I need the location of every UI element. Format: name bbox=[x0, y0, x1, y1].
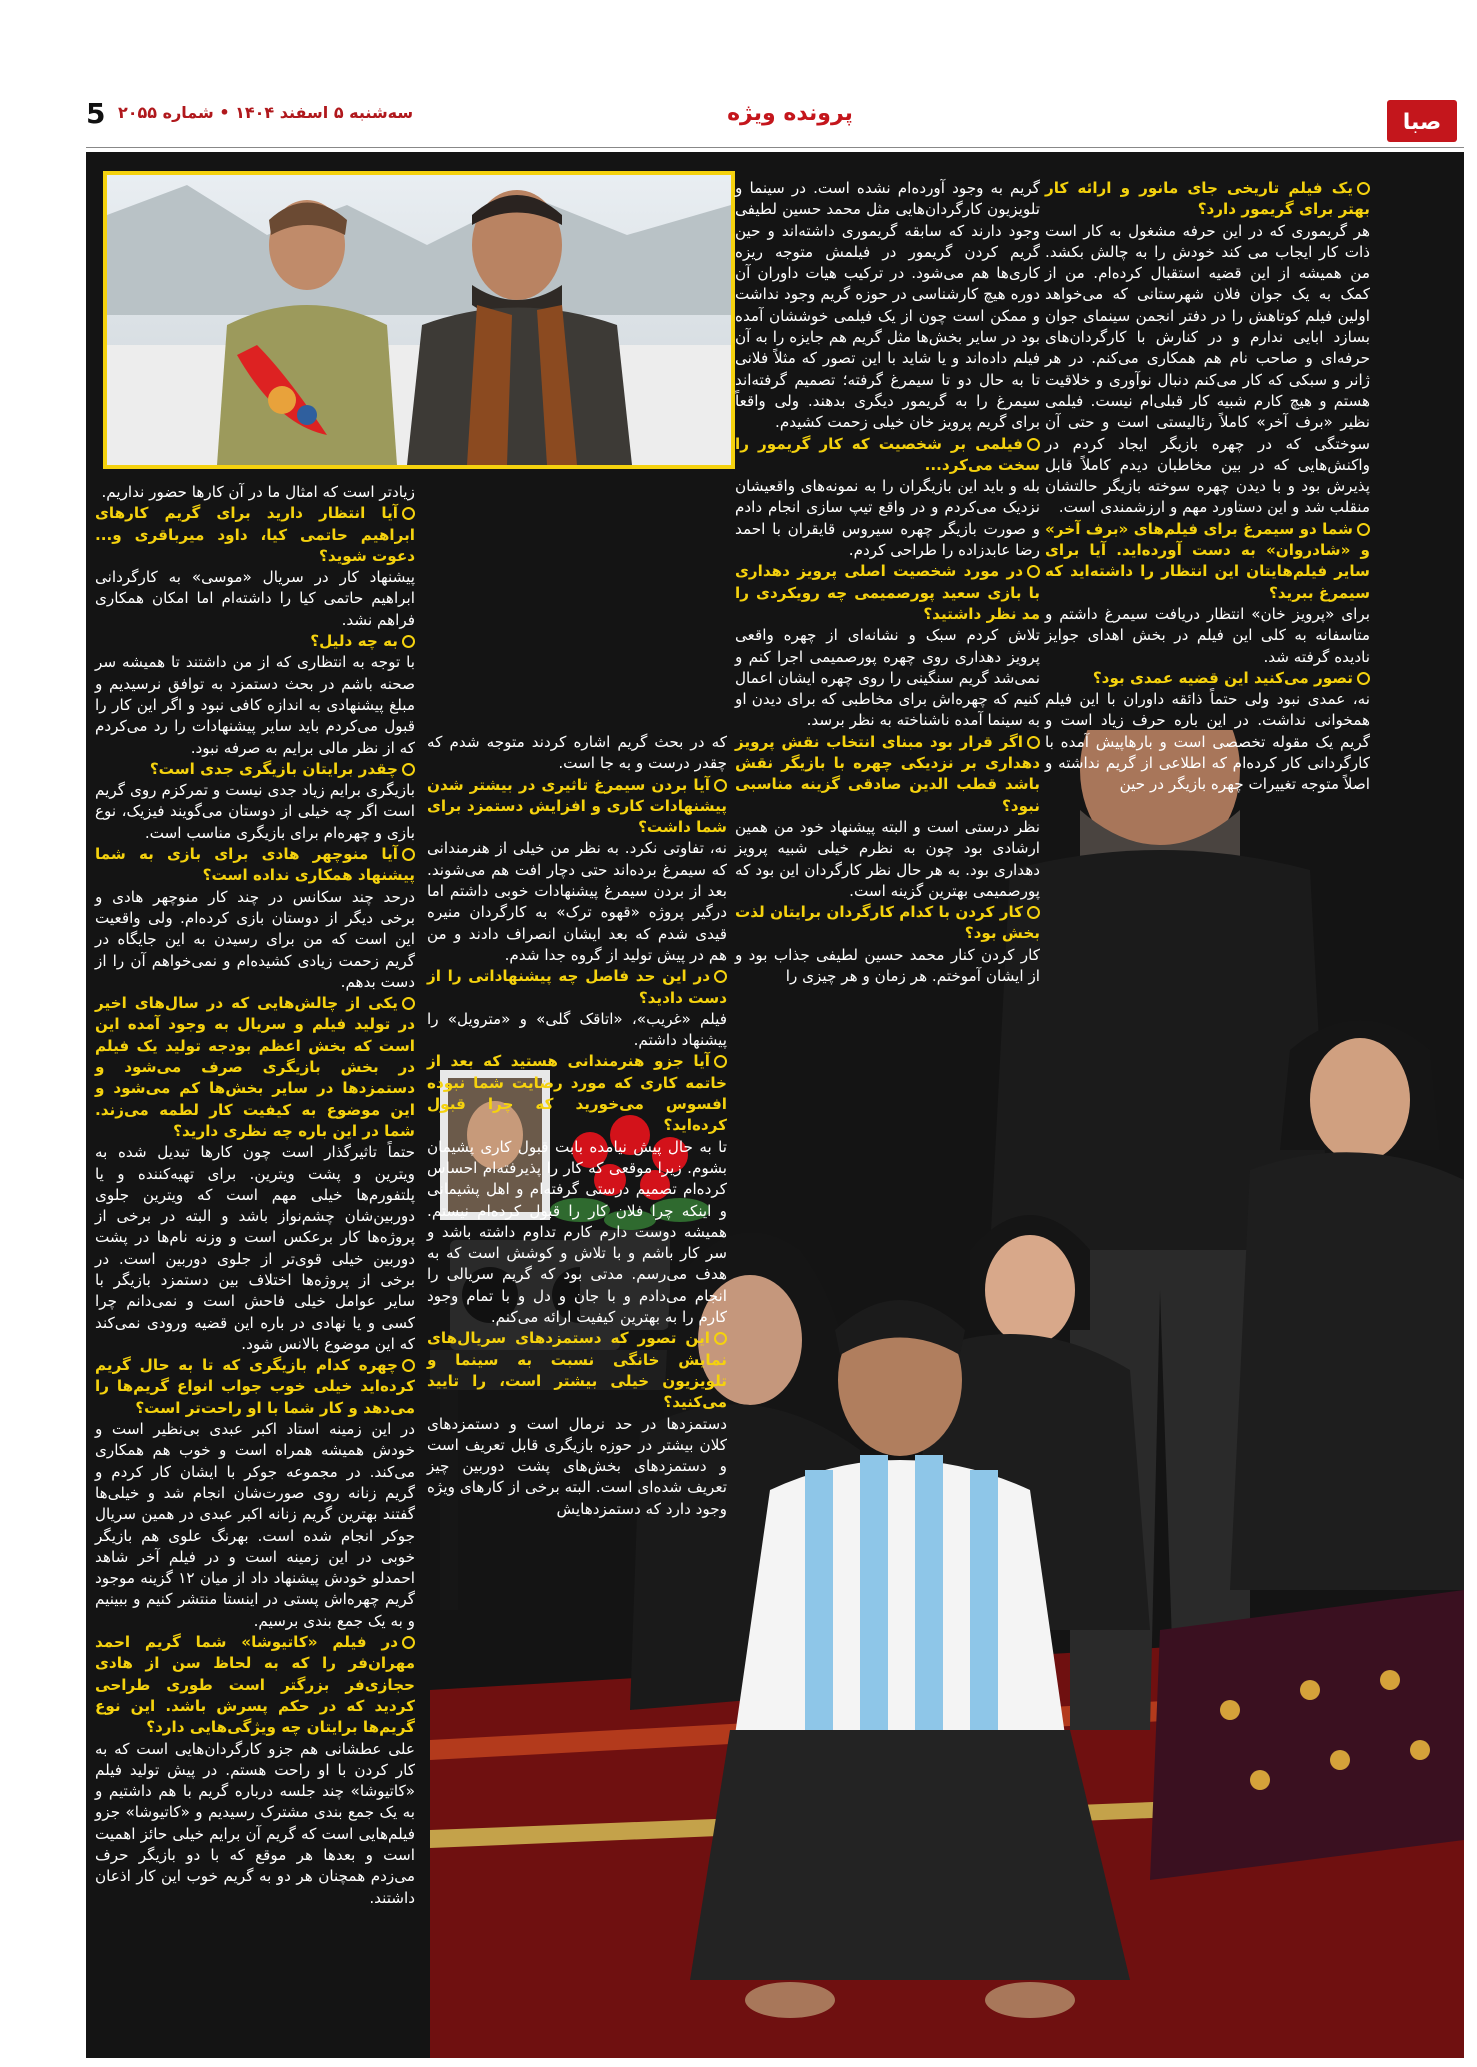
interview-question bbox=[95, 631, 415, 652]
question-text: آیا جزو هنرمندانی هستید که بعد از خاتمه کاری که مورد رضایت شما نبوده افسوس می‌خورید که چرا قبول کرده‌اید؟ bbox=[427, 1052, 727, 1135]
question-text: یک فیلم تاریخی جای مانور و ارائه کار بهتر برای گریمور دارد؟ bbox=[1045, 179, 1370, 219]
interview-question bbox=[1045, 519, 1370, 604]
article-column-2 bbox=[735, 178, 1040, 987]
question-text: آیا بردن سیمرغ تاثیری در بیشتر شدن پیشنهادات کاری و افزایش دستمزد برای شما داشت؟ bbox=[427, 775, 727, 837]
interview-question bbox=[95, 844, 415, 887]
interview-answer: کار کردن کنار محمد حسین لطیفی جذاب بود و از ایشان آموختم. هر زمان و هر چیزی را bbox=[735, 945, 1040, 985]
page-header bbox=[0, 0, 1477, 150]
interview-question bbox=[735, 561, 1040, 625]
interview-question bbox=[427, 775, 727, 839]
film-still-illustration bbox=[107, 175, 731, 465]
article-column-3 bbox=[427, 732, 727, 1520]
interview-answer: با توجه به انتظاری که از من داشتند تا همیشه سر صحنه باشم در بحث دستمزد به توافق نرسیدیم و مبلغ پیشنهادی به اندازه کافی نبود و اگر این کار را قبول می‌کردم باید سایر پیشنهادات را رد می‌کردم که از نظر مالی برایم به صرفه نبود. bbox=[95, 653, 415, 757]
question-text: این تصور که دستمزدهای سریال‌های نمایش خانگی نسبت به سینما و تلویزیون خیلی بیشتر است، را تایید می‌کنید؟ bbox=[427, 1329, 727, 1412]
question-bullet-icon bbox=[1027, 438, 1040, 451]
interview-answer: هر گریموری که در این حرفه مشغول به کار است ذات کار ایجاب می کند خودش را به چالش بکشد. من همیشه از این قضیه استقبال کرده‌ام. من از کمک به یک جوان فلان شهرستانی که می‌خواهد اولین فیلم کوتاهش را در دفتر انجمن سینمای جوان بسازد ابایی ندارم و در کنارش با کارگردان‌های حرفه‌ای و صاحب نام هم همکاری می‌کنم. در هر ژانر و سبکی که کار می‌کنم دنبال نوآوری و خلاقیت هستم و هیچ کارم شبیه کار قبلی‌ام نیست. فیلمی نظیر «برف آخر» کاملاً رئالیستی است و حتی آن سوختگی که در چهره بازیگر ایجاد کردم در واکنش‌هایی که در بین مخاطبان دیدم کاملاً قابل پذیرش بود و با دیدن چهره سوخته بازیگر حالتشان منقلب شد و این دستاورد مهم و ارزشمندی است. bbox=[1045, 221, 1370, 517]
interview-question bbox=[95, 993, 415, 1142]
issue-date-number: سه‌شنبه ۵ اسفند ۱۴۰۴ • شماره ۲۰۵۵ bbox=[118, 103, 414, 122]
question-bullet-icon bbox=[1027, 736, 1040, 749]
article-column-1 bbox=[1045, 178, 1370, 796]
question-bullet-icon bbox=[402, 763, 415, 776]
interview-answer: زیادتر است که امثال ما در آن کارها حضور نداریم. bbox=[101, 483, 415, 501]
interview-question bbox=[427, 966, 727, 1009]
interview-answer: در این زمینه استاد اکبر عبدی بی‌نظیر است و خودش همیشه همراه است و خوب هم همکاری می‌کند. در مجموعه جوکر با ایشان کار کردم و گریم زنانه روی صورت‌شان انجام شد و خیلی‌ها گفتند بهترین گریم زنانه اکبر عبدی در همین سریال جوکر انجام شده است. بهرنگ علوی هم بازیگر خوبی در این زمینه است و در فیلم آخر شاهد احمدلو خودش پیشنهاد داد از میان ۱۲ گزینه موجود گریم چهره‌اش پستی در اینستا منتشر کنیم و ببینیم و به یک جمع بندی برسیم. bbox=[95, 1420, 415, 1630]
interview-question bbox=[95, 1632, 415, 1738]
interview-question bbox=[735, 434, 1040, 477]
question-text: چقدر برایتان بازیگری جدی است؟ bbox=[149, 759, 398, 778]
question-text: در این حد فاصل چه پیشنهاداتی را از دست دادید؟ bbox=[427, 967, 727, 1007]
interview-question bbox=[735, 902, 1040, 945]
question-bullet-icon bbox=[402, 848, 415, 861]
question-text: شما دو سیمرغ برای فیلم‌های «برف آخر» و «شادروان» به دست آورده‌اید. آیا برای سایر فیلم‌هایتان این انتظار را داشته‌اید که سیمرغ ببرید؟ bbox=[1045, 519, 1370, 602]
svg-text:صبا: صبا bbox=[1402, 110, 1442, 135]
question-text: چهره کدام بازیگری که تا به حال گریم کرده‌اید خیلی خوب جواب انواع گریم‌ها را می‌دهد و کار شما با او راحت‌تر است؟ bbox=[95, 1356, 415, 1417]
interview-question bbox=[735, 732, 1040, 817]
question-bullet-icon bbox=[714, 1332, 727, 1345]
question-text: یکی از چالش‌هایی که در سال‌های اخیر در تولید فیلم و سریال به وجود آمده این است که بخش اعظم بودجه تولید یک فیلم در بخش بازیگری صرف می‌شود و دستمزدها در سایر بخش‌ها کم می‌شود و این موضوع به کیفیت کار لطمه می‌زند. شما در این باره چه نظری دارید؟ bbox=[95, 994, 415, 1140]
question-text: اگر قرار بود مبنای انتخاب نقش پرویز دهداری بر نزدیکی چهره با بازیگر نقش باشد قطب الدین صادقی گزینه مناسبی نبود؟ bbox=[735, 732, 1040, 815]
interview-question bbox=[427, 1328, 727, 1413]
interview-answer: نه، عمدی نبود ولی حتماً ذائقه داوران با این فیلم همخوانی نداشت. در این باره حرف زیاد است و گریم یک مقوله تخصصی است و بارهاپیش آمده با کارگردانی کار کرده‌ام که اطلاعی از گریم نداشته و اصلاً متوجه تغییرات چهره بازیگر در حین bbox=[1045, 690, 1370, 794]
interview-answer: درحد چند سکانس در چند کار منوچهر هادی و برخی دیگر از دوستان بازی کرده‌ام. ولی واقعیت این است که من برای رسیدن به این جایگاه در گریم زحمت زیادی کشیده‌ام و نمی‌خواهم آن را از دست بدهم. bbox=[95, 887, 415, 991]
question-bullet-icon bbox=[402, 997, 415, 1010]
interview-answer: فیلم «غریب»، «اتاقک گلی» و «مترویل» را پیشنهاد داشتم. bbox=[427, 1009, 727, 1050]
question-text: فیلمی بر شخصیت که کار گریمور را سخت می‌کرد... bbox=[735, 434, 1040, 474]
interview-question bbox=[95, 503, 415, 567]
film-still-photo bbox=[103, 171, 735, 469]
question-text: کار کردن با کدام کارگردان برایتان لذت بخش بود؟ bbox=[735, 903, 1040, 943]
interview-question bbox=[95, 759, 415, 780]
interview-answer: برای «پرویز خان» انتظار دریافت سیمرغ داشتم و متاسفانه به کلی این فیلم در بخش اهدای جوایز نادیده گرفته شد. bbox=[1045, 604, 1370, 666]
interview-answer: نظر درستی است و البته پیشنهاد خود من همین ارشادی بود چون به نظرم خیلی شبیه پرویز دهداری بود. به هر حال نظر کارگردان این بود که پورصمیمی بهترین گزینه است. bbox=[735, 817, 1040, 900]
interview-question bbox=[1045, 178, 1370, 221]
question-text: آیا منوچهر هادی برای بازی به شما پیشنهاد همکاری نداده است؟ bbox=[95, 845, 415, 885]
interview-answer: دستمزدها در حد نرمال است و دستمزدهای کلان بیشتر در حوزه بازیگری قابل تعریف است و دستمزدهای بخش‌های پشت دوربین چیز تعریف شده‌ای است. البته برخی از کارهای ویژه وجود دارد که دستمزدهایش bbox=[427, 1414, 727, 1518]
question-text: آیا انتظار دارید برای گریم کارهای ابراهیم حاتمی کیا، داود میرباقری و... دعوت شوید؟ bbox=[95, 504, 415, 565]
question-bullet-icon bbox=[402, 635, 415, 648]
question-bullet-icon bbox=[714, 970, 727, 983]
question-bullet-icon bbox=[714, 1055, 727, 1068]
question-bullet-icon bbox=[1027, 565, 1040, 578]
header-divider bbox=[86, 147, 1464, 148]
question-bullet-icon bbox=[402, 1359, 415, 1372]
question-bullet-icon bbox=[1357, 182, 1370, 195]
interview-answer: نه، تفاوتی نکرد. به نظر من خیلی از هنرمندانی که سیمرغ برده‌اند حتی دچار افت هم می‌شوند. بعد از بردن سیمرغ پیشنهادات خوبی داشتم اما درگیر پروژه «قهوه ترک» به کارگردان منیره قیدی شدم که بعد ایشان انصراف دادند و من هم در پیش تولید از گروه جدا شدم. bbox=[427, 839, 727, 964]
question-text: به چه دلیل؟ bbox=[310, 632, 398, 651]
interview-answer: تا به حال پیش نیامده بابت قبول کاری پشیمان بشوم. زیرا موقعی که کار را پذیرفته‌ام احساس کرده‌ام تصمیم درستی گرفته‌ام و اهل پشیمانی و اینکه چرا فلان کار را قبول کرده‌ام نیستم. همیشه دوست دارم کارم تداوم داشته باشد و سر کار باشم و با تلاش و کوشش است که به هدف می‌رسم. مدتی بود که گریم سریالی را انجام می‌دادم و با جان و دل و با تمام وجود کارم را به بهترین کیفیت ارائه می‌کنم. bbox=[427, 1137, 727, 1327]
section-title: پرونده ویژه bbox=[727, 101, 853, 126]
question-text: در فیلم «کاتیوشا» شما گریم احمد مهران‌فر را که به لحاظ سن از هادی حجازی‌فر بزرگتر است طوری طراحی کردید که در حکم پسرش باشد. این نوع گریم‌ها برایتان چه ویژگی‌هایی دارد؟ bbox=[95, 1633, 415, 1737]
interview-question bbox=[95, 1355, 415, 1419]
question-bullet-icon bbox=[402, 1636, 415, 1649]
question-bullet-icon bbox=[402, 507, 415, 520]
interview-answer: که در بحث گریم اشاره کردند متوجه شدم که چقدر درست و به جا است. bbox=[427, 733, 727, 773]
article-column-4 bbox=[95, 482, 415, 1909]
question-bullet-icon bbox=[1357, 523, 1370, 536]
newspaper-logo bbox=[1387, 100, 1457, 142]
interview-answer: پیشنهاد کار در سریال «موسی» به کارگردانی ابراهیم حاتمی کیا را داشته‌ام اما امکان همکاری فراهم نشد. bbox=[95, 568, 415, 629]
question-bullet-icon bbox=[1357, 672, 1370, 685]
interview-question bbox=[1045, 668, 1370, 689]
interview-question bbox=[427, 1051, 727, 1136]
interview-answer: بله و باید این بازیگران را به نمونه‌های واقعیشان نزدیک می‌کردم و در واقع تیپ سازی انجام دادم و صورت بازیگر چهره سیروس قایقران با احمد رضا عابدزاده را طراحی کردم. bbox=[735, 477, 1040, 560]
interview-answer: تلاش کردم سبک و نشانه‌ای از چهره واقعی پرویز دهداری روی چهره پورصمیمی اجرا کنم و نمی‌شد گریم سنگینی را روی چهره ایشان اعمال کنیم که چهره‌اش برای مخاطبی که برای دیدن او به سینما آمده ناشناخته به نظر برسد. bbox=[735, 626, 1040, 730]
question-bullet-icon bbox=[1027, 906, 1040, 919]
question-text: تصور می‌کنید این قضیه عمدی بود؟ bbox=[1092, 668, 1353, 687]
interview-answer: گریم به وجود آورده‌ام نشده است. در سینما و تلویزیون کارگردان‌هایی مثل محمد حسین لطیفی وجود دارند که سابقه گریموری داشته‌اند و حین گریم کردن گریمور در فیلمش متوجه ریزه کاری‌ها هم می‌شود. در ترکیب هیات داوران آن دوره هیچ کارشناسی در حوزه گریم وجود نداشت و ممکن است چون از یک فیلمی خوششان آمده بود در سایر بخش‌ها مثل گریم هم جایزه را به آن فیلم داده‌اند و یا شاید با این تصور که مثلاً فلانی تا به حال دو تا سیمرغ گرفته؛ تصمیم گرفته‌اند سیمرغ را به گریمور دیگری بدهند. ولی واقعاً برای گریم پرویز خان خیلی زحمت کشیدم. bbox=[735, 179, 1040, 432]
page-number: 5 bbox=[86, 97, 106, 130]
interview-answer: بازیگری برایم زیاد جدی نیست و تمرکزم روی گریم است اگر چه خیلی از دوستان می‌گویند فیزیک، نوع بازی و چهره‌ام برای بازیگری مناسب است. bbox=[95, 781, 415, 842]
question-text: در مورد شخصیت اصلی پرویز دهداری با بازی سعید پورصمیمی چه رویکردی را مد نظر داشتید؟ bbox=[735, 562, 1040, 623]
question-bullet-icon bbox=[714, 779, 727, 792]
interview-answer: حتماً تاثیرگذار است چون کارها تبدیل شده به ویترین و پشت ویترین. برای تهیه‌کننده و یا پلتفورم‌ها خیلی مهم است که ویترین جلوی دوربین‌شان چشم‌نواز باشد و البته در برخی از پروژه‌ها کار برعکس است و وزنه نام‌ها در پشت دوربین خیلی قوی‌تر از جلوی دوربین است. در برخی از پروژه‌ها اختلاف بین دستمزد بازیگر با سایر عوامل خیلی فاحش است و نمی‌دانم چرا کسی و یا نهادی در باره این قضیه ورودی نمی‌کند که این موضوع بالانس شود. bbox=[95, 1143, 415, 1353]
interview-answer: علی عطشانی هم جزو کارگردان‌هایی است که به کار کردن با او راحت هستم. در پیش تولید فیلم «کاتیوشا» چند جلسه درباره گریم با هم داشتیم و به یک جمع بندی مشترک رسیدیم و «کاتیوشا» جزو فیلم‌هایی است که گریم آن برایم خیلی حائز اهمیت است و بعدها هر موقع که با دو بازیگر حرف می‌زدم همچنان هر دو به گریم خوب این کار اذعان داشتند. bbox=[95, 1739, 415, 1907]
